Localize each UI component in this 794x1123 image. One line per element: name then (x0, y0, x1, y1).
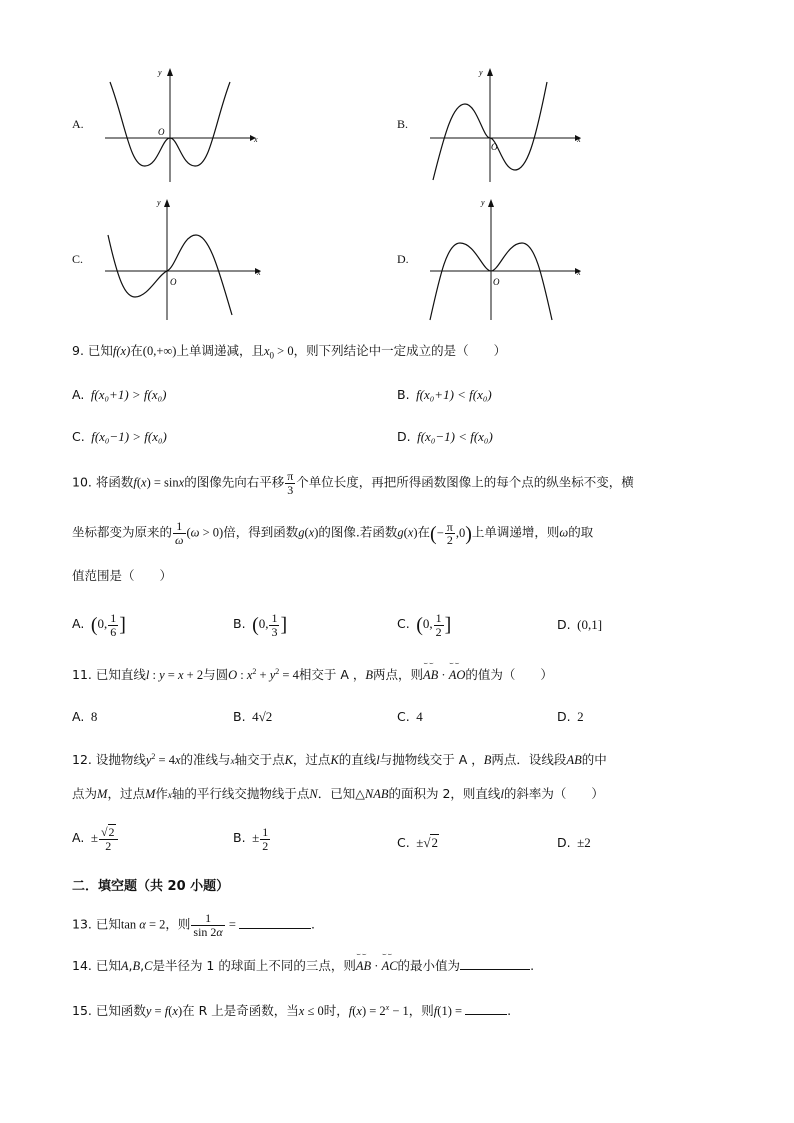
graph-d-x: x (577, 268, 581, 277)
graph-a-y: y (158, 68, 162, 77)
graph-b-origin: O (491, 142, 498, 152)
graph-a (100, 62, 260, 187)
q14-stem: 14. 已知A,B,C是半径为 1 的球面上不同的三点，则⌣⌣ AB · ⌣⌣ AC的最小值为 . (72, 960, 534, 973)
section-heading: 二．填空题（共 20 小题） (72, 879, 230, 894)
graph-d-y: y (481, 198, 485, 207)
graph-c (100, 195, 265, 325)
q10-option-d[interactable]: D. (0,1] (557, 617, 603, 632)
graph-b-x: x (577, 135, 581, 144)
graph-c-y: y (157, 198, 161, 207)
q11-option-b[interactable]: B. 4√2 (233, 709, 273, 724)
option-label-d: D. (397, 252, 409, 266)
q10-option-b[interactable]: B. (0, $\frac{1}{3}$ ] (233, 611, 288, 639)
q10-line-2: 坐标都变为原来的 $\frac{1}{\omega}$ (ω > 0)倍，得到函数g(x)的图像.若函数g(x)在(− $\frac{\pi}{2}$ ,0)上单调递增，则ω的取 (72, 519, 594, 548)
q12-line-1: 12. 设抛物线$y^2 = 4x$的准线与x轴交于点K，过点K的直线l与抛物线交于 A ，B两点．设线段AB的中 (72, 752, 607, 768)
q12-option-a[interactable]: A. ± $\frac{√2}{2}$ (72, 826, 119, 852)
q9-stem: 9. 已知f(x)在(0,+∞)上单调递减，且$x_0 > 0$，则下列结论中一定成立的是（ ） (72, 343, 507, 361)
graph-a-origin: O (158, 127, 165, 137)
q13-stem: 13. 已知tan α = 2，则 $\frac{1}{\sin 2\alpha}$ = . (72, 911, 316, 939)
option-label-b: B. (397, 117, 409, 131)
q10-option-c[interactable]: C. (0, $\frac{1}{2}$ ] (397, 611, 452, 639)
q12-option-d[interactable]: D. ±2 (557, 835, 591, 850)
graph-b-y: y (479, 68, 483, 77)
q10-option-a[interactable]: A. (0, $\frac{1}{6}$ ] (72, 611, 126, 639)
q10-line-1: 10. 将函数f(x) = sinx的图像先向右平移 $\frac{\pi}{3}$ 个单位长度，再把所得函数图像上的每个点的纵坐标不变，横 (72, 469, 634, 497)
q12-option-c[interactable]: C. ±√2 (397, 835, 438, 850)
graph-b (425, 62, 585, 187)
q12-line-2: 点为M，过点M作x轴的平行线交抛物线于点N．已知△NAB的面积为 2，则直线l的斜率为（ ） (72, 786, 604, 801)
q9-option-d[interactable]: D. f(x₀−1) < f(x₀) (397, 429, 493, 444)
graph-c-x: x (257, 268, 261, 277)
graph-d-origin: O (493, 277, 500, 287)
graph-c-origin: O (170, 277, 177, 287)
q9-option-a[interactable]: A. f(x₀+1) > f(x₀) (72, 387, 167, 402)
graph-a-x: x (254, 135, 258, 144)
option-label-a: A. (72, 117, 84, 131)
q9-option-b[interactable]: B. f(x₀+1) < f(x₀) (397, 387, 492, 402)
q11-option-d[interactable]: D. 2 (557, 709, 584, 724)
q12-option-b[interactable]: B. ± $\frac{1}{2}$ (233, 825, 269, 853)
q10-line-3: 值范围是（ ） (72, 568, 173, 583)
q9-option-c[interactable]: C. f(x₀−1) > f(x₀) (72, 429, 167, 444)
q11-option-a[interactable]: A. 8 (72, 709, 98, 724)
q11-option-c[interactable]: C. 4 (397, 709, 423, 724)
graph-d (425, 195, 590, 325)
q11-stem: 11. 已知直线l : y = x + 2与圆O : $x^2 + y^2 = 4$相交于 A ，B两点，则⌣⌣ AB · ⌣⌣ AO的值为（ ） (72, 668, 553, 682)
option-label-c: C. (72, 252, 84, 266)
q15-stem: 15. 已知函数y = f(x)在 R 上是奇函数，当x ≤ 0时，$f(x) = 2^x - 1$，则f(1) = . (72, 1003, 512, 1019)
